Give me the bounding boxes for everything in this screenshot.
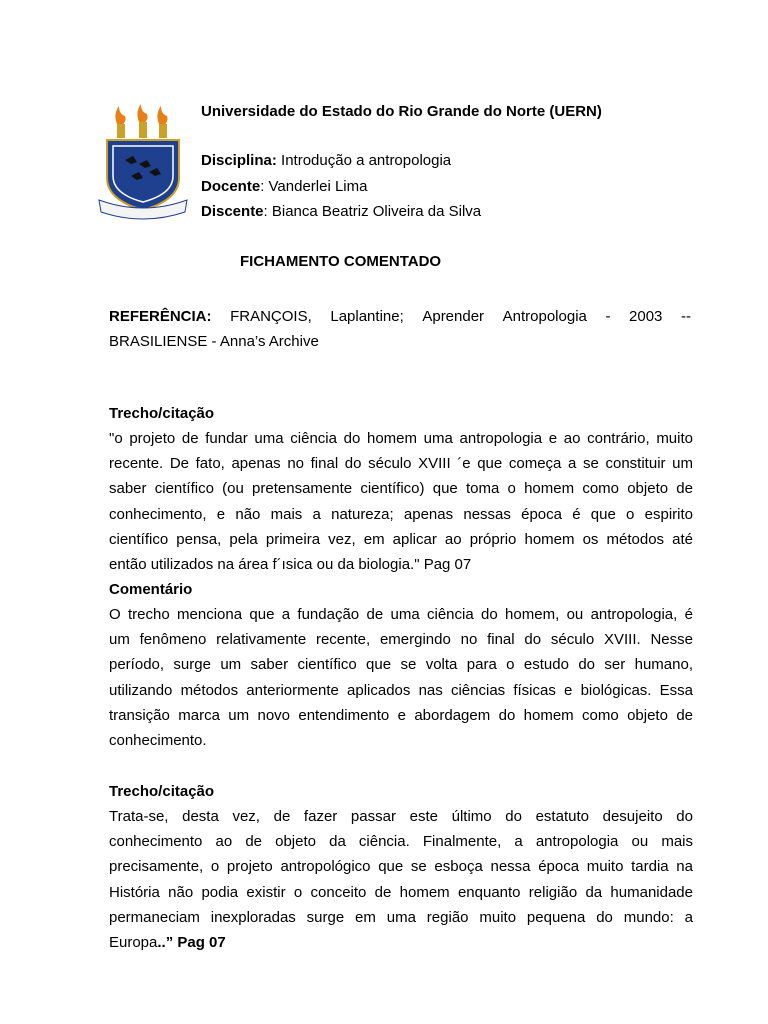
quote-paragraph-1 xyxy=(109,426,693,577)
section-heading: Comentário xyxy=(109,581,193,598)
torch-right-icon xyxy=(157,106,167,138)
section-heading: Trecho/citação xyxy=(109,405,215,422)
reference-label: REFERÊNCIA: xyxy=(109,308,212,325)
reference-word: 2003 xyxy=(629,308,663,325)
student-label: Discente xyxy=(201,203,264,220)
discipline-line xyxy=(201,152,451,170)
paragraph-line: conhecimento, e não mais a natureza; apenas nessas época é que o espirito xyxy=(109,505,693,523)
reference-line-1 xyxy=(109,304,691,329)
paragraph-line: utilizando métodos anteriormente aplicados nas ciências físicas e biológicas. Essa xyxy=(109,681,693,699)
paragraph-line: científico pensa, pela primeira vez, em aplicar ao próprio homem os métodos até xyxy=(109,530,693,548)
university-logo xyxy=(97,104,189,222)
quote-paragraph-2 xyxy=(109,804,693,955)
reference-block xyxy=(109,304,691,354)
teacher-label: Docente xyxy=(201,178,261,195)
paragraph-line: precisamente, o projeto antropológico que se esboça nessa época muito tardia na xyxy=(109,858,693,876)
teacher-line xyxy=(201,178,367,196)
student-value: : Bianca Beatriz Oliveira da Silva xyxy=(263,203,482,220)
reference-word: Antropologia xyxy=(502,308,587,325)
reference-word: - xyxy=(605,308,611,325)
paragraph-line: História não podia existir o conceito de homem enquanto religião da humanidade xyxy=(109,883,693,901)
paragraph-line: transição marca um novo entendimento e abordagem do homem como objeto de xyxy=(109,706,693,724)
paragraph-line: saber científico (ou pretensamente científico) que toma o homem como objeto de xyxy=(109,480,693,498)
section-heading: Trecho/citação xyxy=(109,783,215,800)
document-title: FICHAMENTO COMENTADO xyxy=(240,253,442,270)
university-name: Universidade do Estado do Rio Grande do Norte (UERN) xyxy=(201,103,602,120)
paragraph-line: permaneciam inexploradas surge em uma região muito pequena do mundo: a xyxy=(109,908,693,926)
shield-icon xyxy=(107,140,179,210)
reference-word: Aprender xyxy=(422,308,485,325)
paragraph-line: período, surge um saber científico que se volta para o estudo do ser humano, xyxy=(109,656,693,674)
reference-line-2: BRASILIENSE - Anna’s Archive xyxy=(109,333,319,351)
discipline-value: Introdução a antropologia xyxy=(276,152,452,169)
paragraph-line: conhecimento ao de objeto da ciência. Finalmente, a antropologia ou mais xyxy=(109,833,693,851)
torch-center-icon xyxy=(137,104,147,138)
paragraph-line: "o projeto de fundar uma ciência do homem uma antropologia e ao contrário, muito xyxy=(109,430,693,447)
last-line-plain: Europa xyxy=(109,933,158,951)
paragraph-line xyxy=(109,930,693,955)
teacher-value: : Vanderlei Lima xyxy=(260,178,368,195)
last-line-bold: ..” Pag 07 xyxy=(157,933,226,951)
student-line xyxy=(201,203,481,221)
reference-word: FRANÇOIS, xyxy=(230,308,312,325)
paragraph-line: conhecimento. xyxy=(109,731,207,749)
discipline-label: Disciplina: xyxy=(201,152,277,169)
paragraph-line: recente. De fato, apenas no final do século XVIII ´e que começa a se constituir um xyxy=(109,455,693,473)
paragraph-line: um fenômeno relativamente recente, emergindo no final do século XVIII. Nesse xyxy=(109,631,693,649)
paragraph-line: então utilizados na área f´ısica ou da biologia." Pag 07 xyxy=(109,555,472,573)
reference-word: Laplantine; xyxy=(330,308,404,325)
paragraph-line: O trecho menciona que a fundação de uma ciência do homem, ou antropologia, é xyxy=(109,606,693,623)
paragraph-line: Trata-se, desta vez, de fazer passar este último do estatuto desujeito do xyxy=(109,808,693,825)
comment-paragraph xyxy=(109,602,693,753)
torch-left-icon xyxy=(115,106,125,138)
reference-word: -- xyxy=(680,308,691,325)
